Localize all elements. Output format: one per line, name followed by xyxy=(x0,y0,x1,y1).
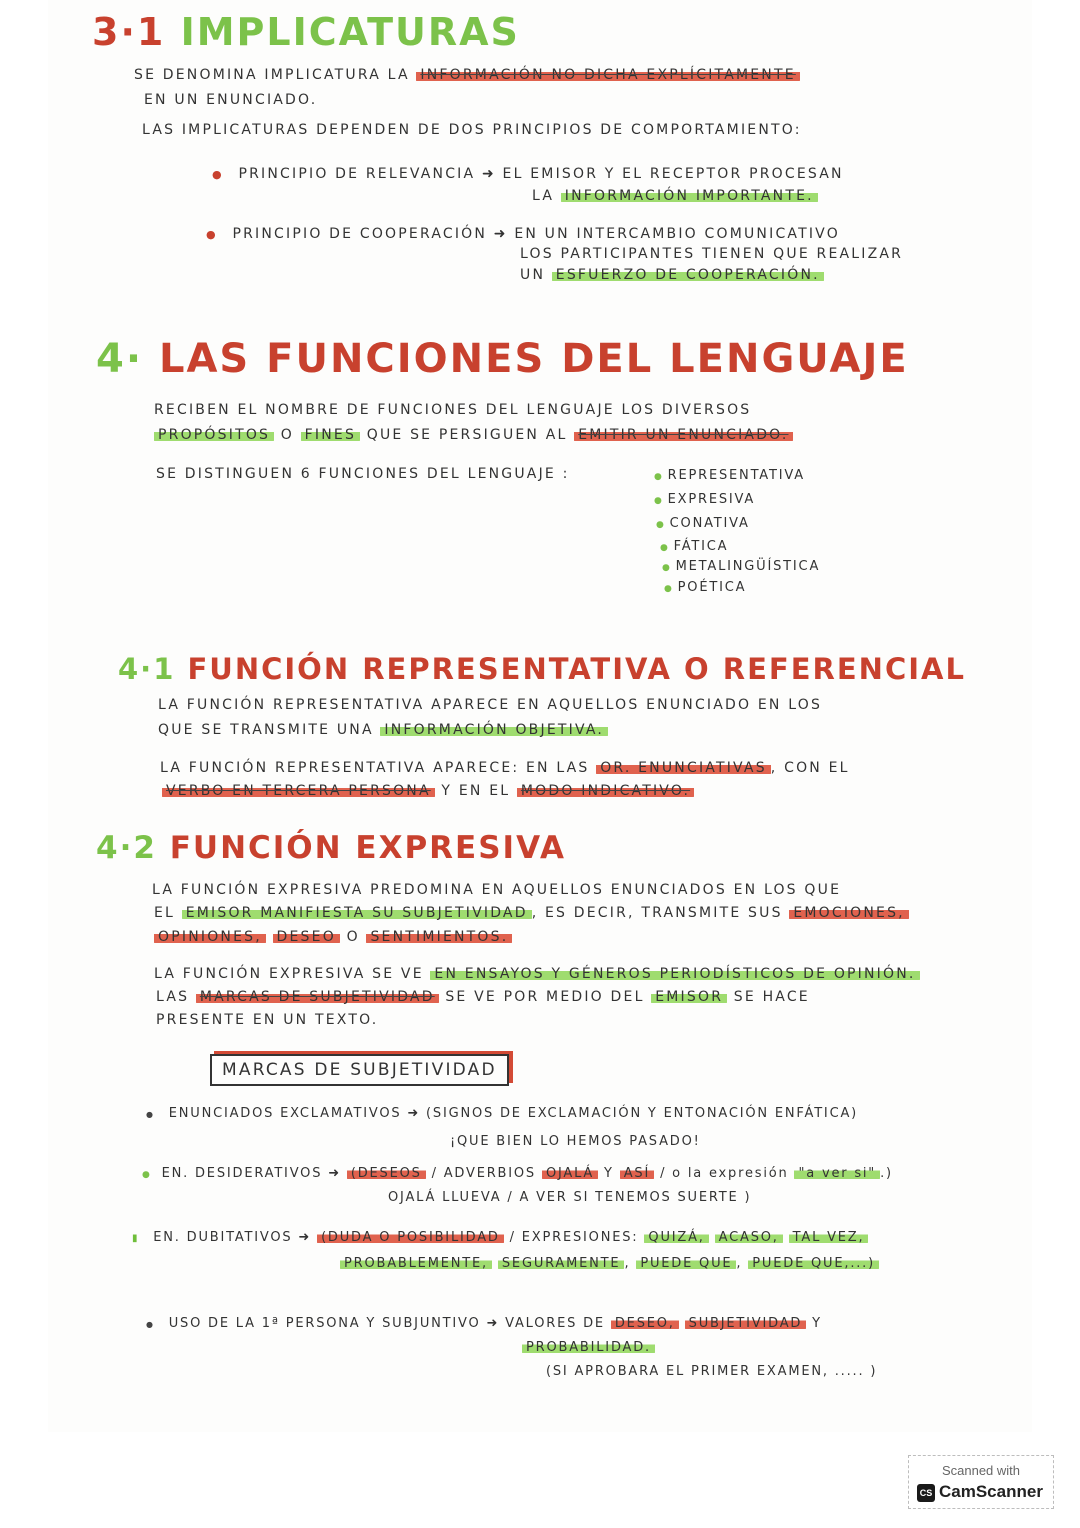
function-list-item: ● EXPRESIVA xyxy=(654,492,755,507)
marca-continuation: PROBABLEMENTE, SEGURAMENTE , PUEDE QUE , PUEDE QUE,...) xyxy=(340,1256,879,1271)
highlight-green: ESFUERZO DE COOPERACIÓN. xyxy=(552,267,824,283)
arrow-icon: ➜ xyxy=(407,1106,421,1121)
section-4-heading xyxy=(96,336,909,382)
section-3-1-heading xyxy=(92,10,520,54)
function-list-item: ● FÁTICA xyxy=(660,539,728,554)
paragraph: QUE SE TRANSMITE UNA INFORMACIÓN OBJETIVA. xyxy=(158,722,608,738)
section-number: 4· xyxy=(96,336,144,382)
paragraph: VERBO EN TERCERA PERSONA Y EN EL MODO INDICATIVO. xyxy=(162,783,694,799)
paragraph: LA FUNCIÓN REPRESENTATIVA APARECE EN AQUELLOS ENUNCIADO EN LOS xyxy=(158,697,823,713)
example-text: ¡QUE BIEN LO HEMOS PASADO! xyxy=(450,1134,701,1149)
marca-continuation: PROBABILIDAD. xyxy=(522,1340,655,1355)
notebook-page xyxy=(48,0,1032,1432)
arrow-icon: ➜ xyxy=(493,226,508,242)
paragraph: PROPÓSITOS O FINES QUE SE PERSIGUEN AL EMITIR UN ENUNCIADO. xyxy=(154,427,793,443)
function-list-item: ● POÉTICA xyxy=(664,580,746,595)
section-number: 4·1 xyxy=(118,652,176,686)
bullet-continuation: UN ESFUERZO DE COOPERACIÓN. xyxy=(520,267,824,283)
section-number: 3·1 xyxy=(92,10,166,54)
paragraph: LAS MARCAS DE SUBJETIVIDAD SE VE POR MEDIO DEL EMISOR SE HACE xyxy=(156,989,810,1005)
section-title: LAS FUNCIONES DEL LENGUAJE xyxy=(158,336,909,382)
section-4-1-heading xyxy=(118,652,966,686)
highlight-red: INFORMACIÓN NO DICHA EXPLÍCITAMENTE xyxy=(416,67,799,83)
arrow-icon: ➜ xyxy=(328,1166,341,1181)
paragraph: SE DENOMINA IMPLICATURA LA INFORMACIÓN NO DICHA EXPLÍCITAMENTE xyxy=(134,67,800,83)
arrow-icon: ➜ xyxy=(481,166,496,182)
paragraph: PRESENTE EN UN TEXTO. xyxy=(156,1012,379,1028)
paragraph: LA FUNCIÓN EXPRESIVA PREDOMINA EN AQUELLOS ENUNCIADOS EN LOS QUE xyxy=(152,882,842,898)
paragraph: EN UN ENUNCIADO. xyxy=(144,92,318,108)
function-list-item: ● METALINGÜÍSTICA xyxy=(662,559,820,574)
bullet-item: ● PRINCIPIO DE RELEVANCIA ➜ EL EMISOR Y EL RECEPTOR PROCESAN xyxy=(212,166,844,182)
section-4-2-heading xyxy=(96,830,566,866)
example-text: (SI APROBARA EL PRIMER EXAMEN, ..... ) xyxy=(546,1364,878,1379)
arrow-icon: ➜ xyxy=(486,1316,500,1331)
paragraph: SE DISTINGUEN 6 FUNCIONES DEL LENGUAJE : xyxy=(156,466,570,482)
marca-item: ● USO DE LA 1ª PERSONA Y SUBJUNTIVO ➜ VALORES DE DESEO, SUBJETIVIDAD Y xyxy=(146,1316,822,1331)
section-number: 4·2 xyxy=(96,830,157,866)
scanned-with-label: Scanned with xyxy=(941,1463,1021,1478)
section-title: IMPLICATURAS xyxy=(180,10,520,54)
paragraph: RECIBEN EL NOMBRE DE FUNCIONES DEL LENGUAJE LOS DIVERSOS xyxy=(154,402,752,418)
camscanner-watermark xyxy=(908,1455,1054,1509)
example-text: OJALÁ LLUEVA / A VER SI TENEMOS SUERTE ) xyxy=(388,1190,752,1205)
highlight-green: INFORMACIÓN IMPORTANTE. xyxy=(561,188,818,204)
bullet-continuation: LOS PARTICIPANTES TIENEN QUE REALIZAR xyxy=(520,246,904,262)
section-title: FUNCIÓN EXPRESIVA xyxy=(169,830,566,866)
bullet-item: ● PRINCIPIO DE COOPERACIÓN ➜ EN UN INTERCAMBIO COMUNICATIVO xyxy=(206,226,840,242)
camscanner-brand: CamScanner xyxy=(939,1482,1043,1501)
marca-item: ● ENUNCIADOS EXCLAMATIVOS ➜ (SIGNOS DE EXCLAMACIÓN Y ENTONACIÓN ENFÁTICA) xyxy=(146,1106,858,1121)
paragraph: EL EMISOR MANIFIESTA SU SUBJETIVIDAD , ES DECIR, TRANSMITE SUS EMOCIONES, xyxy=(154,905,909,921)
paragraph: LAS IMPLICATURAS DEPENDEN DE DOS PRINCIPIOS DE COMPORTAMIENTO: xyxy=(142,122,802,138)
paragraph: OPINIONES, DESEO O SENTIMIENTOS. xyxy=(154,929,512,945)
camscanner-logo-icon: CS xyxy=(917,1484,935,1502)
arrow-icon: ➜ xyxy=(298,1230,312,1245)
boxed-heading: MARCAS DE SUBJETIVIDAD xyxy=(210,1054,509,1086)
function-list-item: ● CONATIVA xyxy=(656,516,750,531)
paragraph: LA FUNCIÓN REPRESENTATIVA APARECE: EN LAS OR. ENUNCIATIVAS , CON EL xyxy=(160,760,850,776)
marca-item: ▮ EN. DUBITATIVOS ➜ (DUDA O POSIBILIDAD / EXPRESIONES: QUIZÁ, ACASO, TAL VEZ, xyxy=(132,1230,868,1245)
paragraph: LA FUNCIÓN EXPRESIVA SE VE EN ENSAYOS Y GÉNEROS PERIODÍSTICOS DE OPINIÓN. xyxy=(154,966,920,982)
bullet-continuation: LA INFORMACIÓN IMPORTANTE. xyxy=(532,188,818,204)
function-list-item: ● REPRESENTATIVA xyxy=(654,468,805,483)
marca-item: ● EN. DESIDERATIVOS ➜ (DESEOS / ADVERBIOS OJALÁ Y ASÍ / o la expresión "a ver si" .) xyxy=(142,1166,893,1181)
section-title: FUNCIÓN REPRESENTATIVA O REFERENCIAL xyxy=(187,652,966,686)
